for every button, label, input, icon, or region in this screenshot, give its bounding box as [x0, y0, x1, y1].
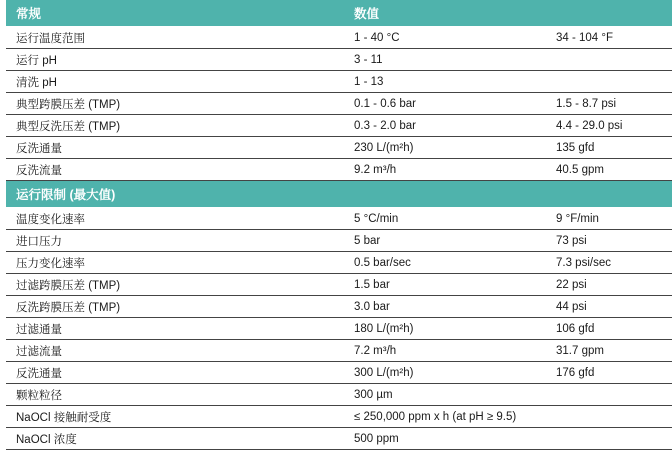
- metric-value-cell: 0.5 bar/sec: [352, 252, 554, 274]
- imperial-value-cell: 31.7 gpm: [554, 340, 672, 362]
- table-row: [6, 49, 672, 71]
- param-cell: 典型反洗压差 (TMP): [6, 115, 352, 137]
- imperial-value-cell: 40.5 gpm: [554, 159, 672, 181]
- metric-value-cell: 5 bar: [352, 230, 554, 252]
- table-row: [6, 252, 672, 274]
- metric-value-cell: 9.2 m³/h: [352, 159, 554, 181]
- table-row: [6, 428, 672, 450]
- table-row: [6, 384, 672, 406]
- spec-table-body: [6, 0, 672, 450]
- imperial-value-cell: [554, 406, 672, 428]
- param-cell: 典型跨膜压差 (TMP): [6, 93, 352, 115]
- limits-header-label: 运行限制 (最大值): [6, 181, 672, 208]
- param-cell: 反洗通量: [6, 137, 352, 159]
- imperial-value-cell: 73 psi: [554, 230, 672, 252]
- table-row: [6, 159, 672, 181]
- table-row: [6, 340, 672, 362]
- metric-value-cell: 230 L/(m²h): [352, 137, 554, 159]
- table-row: [6, 93, 672, 115]
- imperial-value-cell: [554, 384, 672, 406]
- imperial-value-cell: [554, 71, 672, 93]
- imperial-value-cell: 1.5 - 8.7 psi: [554, 93, 672, 115]
- param-cell: 运行温度范围: [6, 27, 352, 49]
- table-row: [6, 115, 672, 137]
- table-row: [6, 27, 672, 49]
- metric-value-cell: 5 °C/min: [352, 208, 554, 230]
- param-cell: 反洗跨膜压差 (TMP): [6, 296, 352, 318]
- imperial-value-cell: 22 psi: [554, 274, 672, 296]
- spec-table: [6, 0, 672, 450]
- metric-value-cell: ≤ 250,000 ppm x h (at pH ≥ 9.5): [352, 406, 554, 428]
- param-cell: 颗粒粒径: [6, 384, 352, 406]
- general-section-header: [6, 0, 672, 27]
- imperial-value-cell: 4.4 - 29.0 psi: [554, 115, 672, 137]
- param-cell: 清洗 pH: [6, 71, 352, 93]
- imperial-value-cell: 34 - 104 °F: [554, 27, 672, 49]
- param-cell: 过滤通量: [6, 318, 352, 340]
- metric-value-cell: 1 - 13: [352, 71, 554, 93]
- imperial-value-cell: 7.3 psi/sec: [554, 252, 672, 274]
- table-row: [6, 296, 672, 318]
- table-row: [6, 406, 672, 428]
- metric-value-cell: 7.2 m³/h: [352, 340, 554, 362]
- param-cell: 温度变化速率: [6, 208, 352, 230]
- param-cell: 反洗通量: [6, 362, 352, 384]
- imperial-value-cell: [554, 428, 672, 450]
- table-row: [6, 137, 672, 159]
- limits-section-header: [6, 181, 672, 208]
- param-cell: 过滤跨膜压差 (TMP): [6, 274, 352, 296]
- table-row: [6, 230, 672, 252]
- metric-value-cell: 1 - 40 °C: [352, 27, 554, 49]
- value-header-label: 数值: [352, 0, 554, 27]
- imperial-value-cell: 135 gfd: [554, 137, 672, 159]
- imperial-value-cell: [554, 49, 672, 71]
- param-cell: 过滤流量: [6, 340, 352, 362]
- param-cell: 反洗流量: [6, 159, 352, 181]
- metric-value-cell: 3.0 bar: [352, 296, 554, 318]
- param-cell: NaOCl 浓度: [6, 428, 352, 450]
- table-row: [6, 274, 672, 296]
- param-cell: NaOCl 接触耐受度: [6, 406, 352, 428]
- metric-value-cell: 500 ppm: [352, 428, 554, 450]
- metric-value-cell: 0.1 - 0.6 bar: [352, 93, 554, 115]
- metric-value-cell: 3 - 11: [352, 49, 554, 71]
- imperial-value-cell: 9 °F/min: [554, 208, 672, 230]
- param-cell: 运行 pH: [6, 49, 352, 71]
- metric-value-cell: 0.3 - 2.0 bar: [352, 115, 554, 137]
- general-header-label: 常规: [6, 0, 352, 27]
- metric-value-cell: 1.5 bar: [352, 274, 554, 296]
- metric-value-cell: 300 L/(m²h): [352, 362, 554, 384]
- table-row: [6, 71, 672, 93]
- empty-header-cell: [554, 0, 672, 27]
- imperial-value-cell: 44 psi: [554, 296, 672, 318]
- table-row: [6, 318, 672, 340]
- param-cell: 进口压力: [6, 230, 352, 252]
- table-row: [6, 362, 672, 384]
- metric-value-cell: 180 L/(m²h): [352, 318, 554, 340]
- param-cell: 压力变化速率: [6, 252, 352, 274]
- metric-value-cell: 300 µm: [352, 384, 554, 406]
- table-row: [6, 208, 672, 230]
- imperial-value-cell: 176 gfd: [554, 362, 672, 384]
- imperial-value-cell: 106 gfd: [554, 318, 672, 340]
